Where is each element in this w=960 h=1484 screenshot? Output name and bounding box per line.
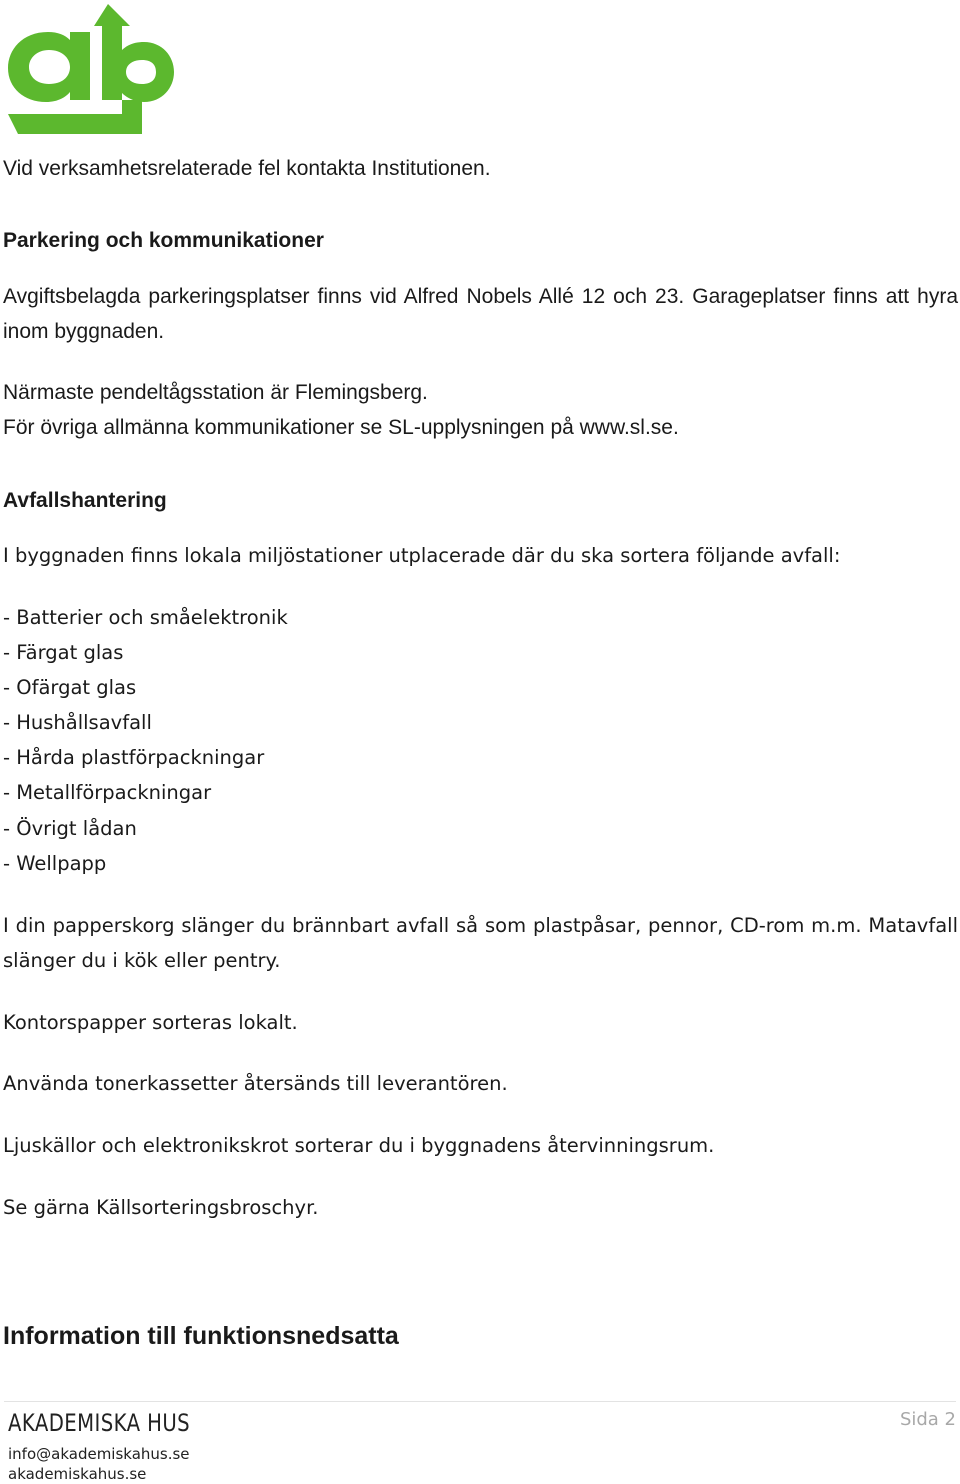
office-paper-text: Kontorspapper sorteras lokalt. (3, 1011, 298, 1034)
footer-brand: AKADEMISKA HUS (8, 1409, 191, 1437)
paper-bin-text: I din papperskorg slänger du brännbart avfall så som plastpåsar, pennor, CD-rom m.m. Matavfall slänger du i kök eller pentry. (3, 914, 958, 972)
footer-divider (4, 1401, 956, 1402)
lights-electronics-text: Ljuskällor och elektronikskrot sorterar du i byggnadens återvinningsrum. (3, 1134, 715, 1157)
intro-text: Vid verksamhetsrelaterade fel kontakta Institutionen. (3, 157, 491, 180)
brochure-text: Se gärna Källsorteringsbroschyr. (3, 1196, 319, 1219)
toner-text: Använda tonerkassetter återsänds till leverantören. (3, 1072, 508, 1095)
footer-email-link[interactable]: info@akademiskahus.se (8, 1445, 190, 1463)
list-item: - Metallförpackningar (3, 781, 212, 805)
waste-intro-text: I byggnaden finns lokala miljöstationer utplacerade där du ska sortera följande avfall: (3, 544, 841, 567)
parking-heading: Parkering och kommunikationer (3, 229, 324, 252)
list-item: - Hushållsavfall (3, 711, 152, 735)
waste-category-list (3, 600, 288, 881)
list-item: - Färgat glas (3, 641, 124, 665)
footer-website-link[interactable]: akademiskahus.se (8, 1465, 147, 1483)
list-item: - Ofärgat glas (3, 676, 137, 700)
commuter-station-text: Närmaste pendeltågsstation är Flemingsberg. (3, 381, 428, 404)
list-item: - Hårda plastförpackningar (3, 746, 265, 770)
list-item: - Batterier och småelektronik (3, 606, 288, 629)
akademiska-hus-logo (4, 2, 174, 136)
list-item: - Övrigt lådan (3, 816, 137, 840)
accessibility-heading: Information till funktionsnedsatta (3, 1322, 399, 1350)
page-number: Sida 2 (899, 1409, 956, 1430)
list-item: - Wellpapp (3, 851, 107, 875)
waste-heading: Avfallshantering (3, 489, 167, 512)
parking-paragraph: Avgiftsbelagda parkeringsplatser finns vid Alfred Nobels Allé 12 och 23. Garageplatser finns att hyra inom byggnaden. (3, 285, 958, 343)
sl-info-text: För övriga allmänna kommunikationer se SL-upplysningen på www.sl.se. (3, 416, 679, 439)
